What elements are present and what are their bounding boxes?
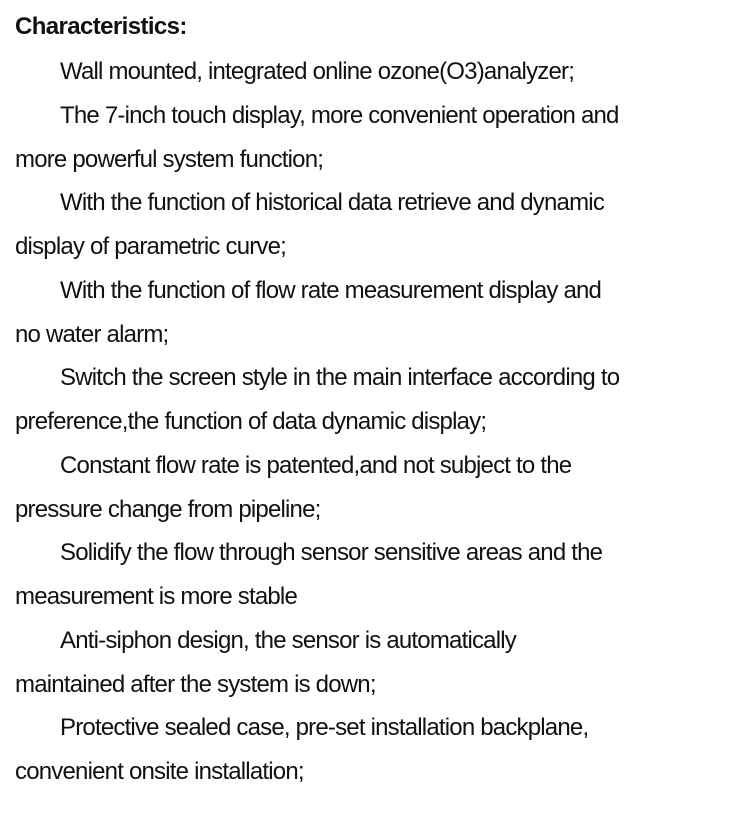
item-6-line-1: Constant flow rate is patented,and not subject to the (60, 452, 572, 479)
item-5-line-1: Switch the screen style in the main interface according to (60, 364, 620, 391)
item-2-line-2: more powerful system function; (15, 146, 324, 173)
item-8-line-1: Anti-siphon design, the sensor is automatically (60, 627, 516, 654)
item-3-line-1: With the function of historical data retrieve and dynamic (60, 189, 605, 216)
item-1-line-1: Wall mounted, integrated online ozone(O3)analyzer; (60, 58, 575, 85)
item-7-line-2: measurement is more stable (15, 583, 297, 610)
item-5-line-2: preference,the function of data dynamic display; (15, 408, 487, 435)
item-7-line-1: Solidify the flow through sensor sensitive areas and the (60, 539, 603, 566)
item-2-line-1: The 7-inch touch display, more convenient operation and (60, 102, 619, 129)
item-9-line-2: convenient onsite installation; (15, 758, 304, 785)
item-9-line-1: Protective sealed case, pre-set installation backplane, (60, 714, 589, 741)
item-4-line-2: no water alarm; (15, 321, 169, 348)
item-4-line-1: With the function of flow rate measurement display and (60, 277, 602, 304)
item-6-line-2: pressure change from pipeline; (15, 496, 321, 523)
item-3-line-2: display of parametric curve; (15, 233, 287, 260)
item-8-line-2: maintained after the system is down; (15, 671, 376, 698)
characteristics-heading: Characteristics: (15, 13, 187, 40)
